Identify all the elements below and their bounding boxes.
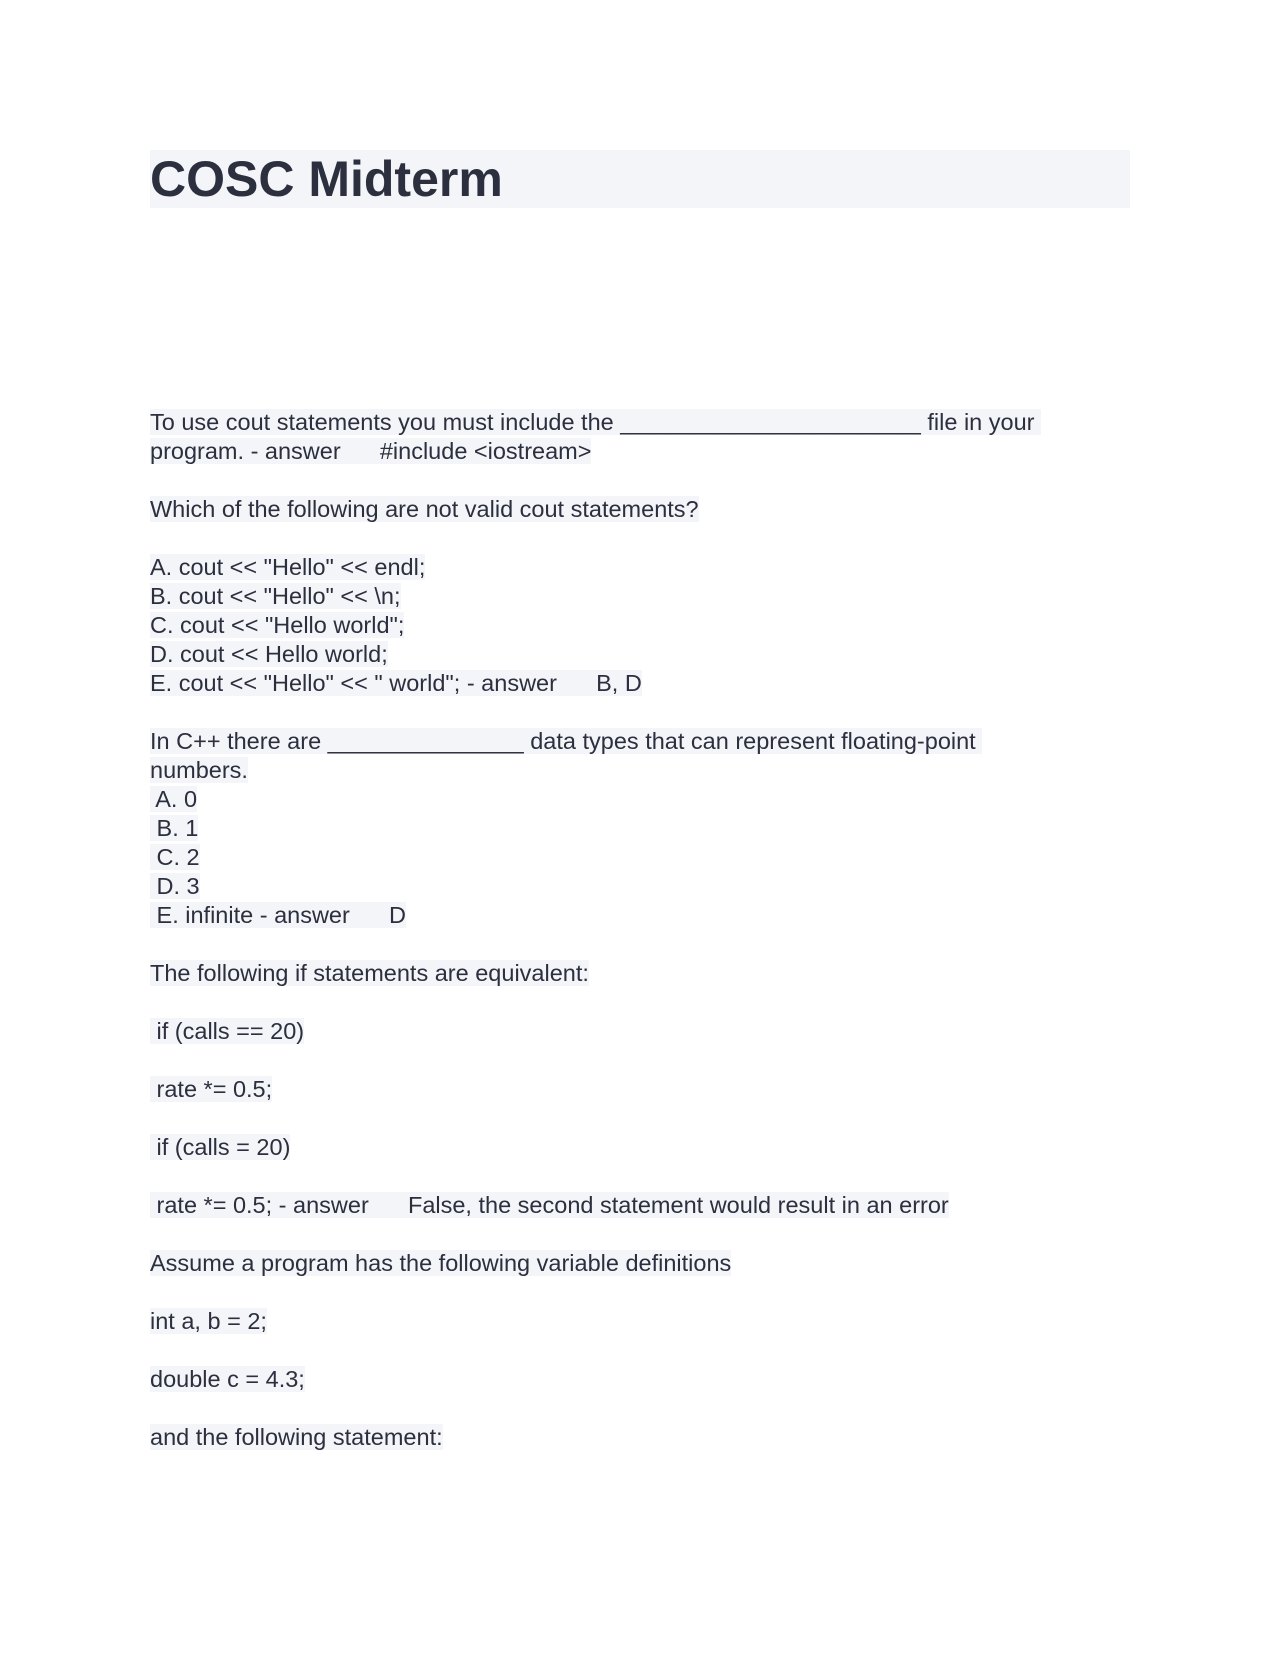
question-5-def-2: double c = 4.3;	[150, 1366, 305, 1392]
question-1-text-1: To use cout statements you must include the _______________________ file in your	[150, 409, 1042, 435]
question-2-option	[150, 611, 1150, 640]
code-line	[150, 1017, 1150, 1046]
spacer	[150, 1278, 1150, 1307]
spacer	[150, 524, 1150, 553]
question-3-option-a: A. 0	[150, 786, 198, 812]
question-3-option	[150, 843, 1150, 872]
question-2-option-a: A. cout << "Hello" << endl;	[150, 554, 426, 580]
question-1-text-2: program. - answer #include <iostream>	[150, 438, 592, 464]
spacer	[150, 1220, 1150, 1249]
question-3-option-e: E. infinite - answer D	[150, 902, 406, 928]
question-3-option	[150, 872, 1150, 901]
spacer	[150, 930, 1150, 959]
question-2-option-c: C. cout << "Hello world";	[150, 612, 405, 638]
question-2-option	[150, 582, 1150, 611]
question-4-line	[150, 959, 1150, 988]
question-2-option-d: D. cout << Hello world;	[150, 641, 388, 667]
spacer	[150, 988, 1150, 1017]
question-3-option	[150, 814, 1150, 843]
question-3-option	[150, 785, 1150, 814]
code-line	[150, 1365, 1150, 1394]
question-2-option-e: E. cout << "Hello" << " world"; - answer B, D	[150, 670, 642, 696]
question-3-line-1	[150, 727, 1150, 756]
question-1-line-1	[150, 408, 1150, 437]
question-4-code-3: if (calls = 20)	[150, 1134, 291, 1160]
spacer	[150, 1104, 1150, 1133]
document-title: COSC Midterm	[150, 150, 1130, 208]
code-line	[150, 1191, 1150, 1220]
code-line	[150, 1307, 1150, 1336]
question-3-option	[150, 901, 1150, 930]
question-3-line-2	[150, 756, 1150, 785]
question-5-def-1: int a, b = 2;	[150, 1308, 267, 1334]
question-5-tail: and the following statement:	[150, 1424, 443, 1450]
question-2-text: Which of the following are not valid cout statements?	[150, 496, 699, 522]
spacer	[150, 698, 1150, 727]
spacer	[150, 1336, 1150, 1365]
spacer	[150, 1394, 1150, 1423]
question-1-line-2	[150, 437, 1150, 466]
question-2-option	[150, 669, 1150, 698]
question-2-line	[150, 495, 1150, 524]
question-3-text-1: In C++ there are _______________ data types that can represent floating-point	[150, 728, 983, 754]
code-line	[150, 1133, 1150, 1162]
question-4-code-4: rate *= 0.5; - answer False, the second statement would result in an error	[150, 1192, 949, 1218]
question-3-text-2: numbers.	[150, 757, 248, 783]
question-4-code-2: rate *= 0.5;	[150, 1076, 273, 1102]
spacer	[150, 466, 1150, 495]
question-3-option-b: B. 1	[150, 815, 199, 841]
question-4-text: The following if statements are equivalent:	[150, 960, 589, 986]
document-body	[150, 408, 1150, 1452]
question-5-line	[150, 1249, 1150, 1278]
question-3-option-d: D. 3	[150, 873, 200, 899]
question-5-tail-line	[150, 1423, 1150, 1452]
question-2-option-b: B. cout << "Hello" << \n;	[150, 583, 401, 609]
question-4-code-1: if (calls == 20)	[150, 1018, 305, 1044]
question-5-text: Assume a program has the following variable definitions	[150, 1250, 732, 1276]
question-2-option	[150, 553, 1150, 582]
spacer	[150, 1046, 1150, 1075]
spacer	[150, 1162, 1150, 1191]
code-line	[150, 1075, 1150, 1104]
question-3-option-c: C. 2	[150, 844, 200, 870]
question-2-option	[150, 640, 1150, 669]
